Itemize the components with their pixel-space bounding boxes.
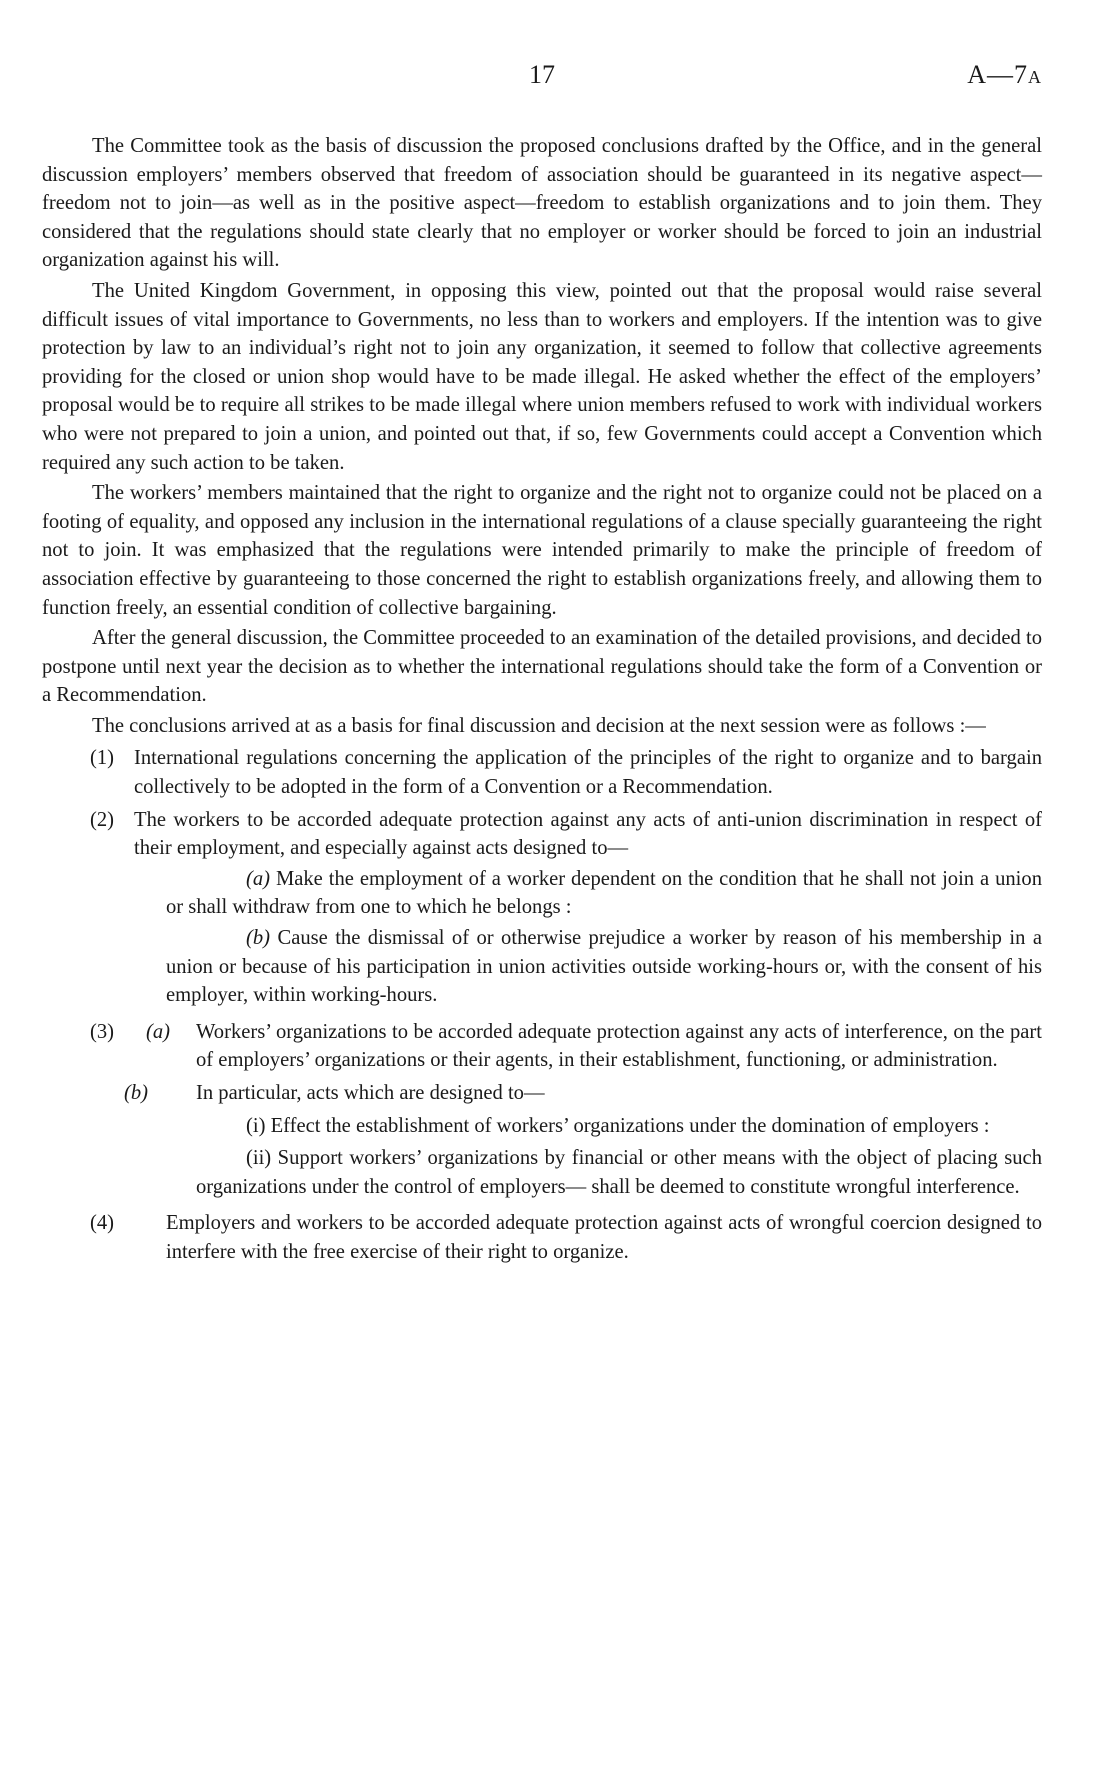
conclusion-1 <box>42 744 1042 801</box>
paragraph-5: The conclusions arrived at as a basis for final discussion and decision at the next session were as follows :— <box>92 714 986 737</box>
conclusion-3a-text: Workers’ organizations to be accorded adequate protection against any acts of interference, on the part of employers’ organizations or their agents, in their establishment, functioning, or administration. <box>196 1020 1042 1072</box>
page-reference <box>967 60 1042 90</box>
page-ref-main: A—7 <box>967 60 1028 89</box>
conclusion-3a-label: (a) <box>146 1020 171 1043</box>
conclusion-2-number: (2) <box>90 808 115 831</box>
conclusion-3b-text: In particular, acts which are designed to— <box>196 1082 545 1104</box>
conclusion-3a <box>42 1018 1042 1075</box>
conclusion-1-number: (1) <box>90 747 115 770</box>
conclusion-2 <box>42 806 1042 863</box>
conclusion-2a <box>166 865 1042 922</box>
document-body <box>42 132 1042 1267</box>
conclusion-3-number: (3) <box>90 1020 115 1043</box>
conclusion-3b-i: (i) Effect the establishment of workers’ organizations under the domination of employers : <box>246 1114 990 1137</box>
conclusion-3b-ii: (ii) Support workers’ organizations by financial or other means with the object of placing such organizations under the control of employers— shall be deemed to constitute wrongful interference. <box>196 1147 1042 1198</box>
conclusion-2b-label: (b) <box>246 927 271 950</box>
conclusion-2b <box>166 924 1042 1010</box>
page-header <box>42 60 1042 100</box>
conclusion-4-number: (4) <box>90 1212 115 1235</box>
conclusion-2a-text: Make the employment of a worker dependent on the condition that he shall not join a union or shall withdraw from one to which he belongs : <box>166 867 1042 919</box>
page-number: 17 <box>529 60 555 89</box>
conclusion-2b-text: Cause the dismissal of or otherwise prejudice a worker by reason of his membership in a union or because of his participation in union activities outside working-hours or, with the consent of his employer, within working-hours. <box>166 927 1042 1007</box>
document-page <box>42 60 1042 1267</box>
conclusion-4 <box>42 1209 1042 1266</box>
page-ref-suffix: A <box>1028 67 1042 87</box>
conclusion-4-text: Employers and workers to be accorded adequate protection against acts of wrongful coercion designed to interfere with the free exercise of their right to organize. <box>166 1212 1042 1263</box>
conclusion-2-text: The workers to be accorded adequate protection against any acts of anti-union discrimination in respect of their employment, and especially against acts designed to— <box>134 808 1042 860</box>
conclusion-3b-label: (b) <box>124 1082 149 1104</box>
paragraph-2: The United Kingdom Government, in opposing this view, pointed out that the proposal would raise several difficult issues of vital importance to Governments, no less than to workers and employers. If the intention was to give protection by law to an individual’s right not to join any organization, it seemed to follow that collective agreements providing for the closed or union shop would have to be made illegal. He asked whether the effect of the employers’ proposal would be to require all strikes to be made illegal where union members refused to work with individual workers who were not prepared to join a union, and pointed out that, if so, few Governments could accept a Convention which required any such action to be taken. <box>42 279 1042 474</box>
conclusion-1-text: International regulations concerning the application of the principles of the right to organize and to bargain collectively to be adopted in the form of a Convention or a Recommendation. <box>134 747 1042 799</box>
conclusion-2a-label: (a) <box>246 867 271 890</box>
conclusion-3b <box>42 1079 1042 1108</box>
paragraph-3: The workers’ members maintained that the right to organize and the right not to organize could not be placed on a footing of equality, and opposed any inclusion in the international regulations of a clause specially guaranteeing the right not to join. It was emphasized that the regulations were intended primarily to make the principle of freedom of association effective by guaranteeing to those concerned the right to establish organizations freely, and allowing them to function freely, an essential condition of collective bargaining. <box>42 482 1042 619</box>
paragraph-1: The Committee took as the basis of discussion the proposed conclusions drafted by the Office, and in the general discussion employers’ members observed that freedom of association should be guaranteed in its negative aspect—freedom not to join—as well as in the positive aspect—freedom to establish organizations and to join them. They considered that the regulations should state clearly that no employer or worker should be forced to join an industrial organization against his will. <box>42 135 1042 272</box>
paragraph-4: After the general discussion, the Committee proceeded to an examination of the detailed provisions, and decided to postpone until next year the decision as to whether the international regulations should take the form of a Convention or a Recommendation. <box>42 627 1042 707</box>
